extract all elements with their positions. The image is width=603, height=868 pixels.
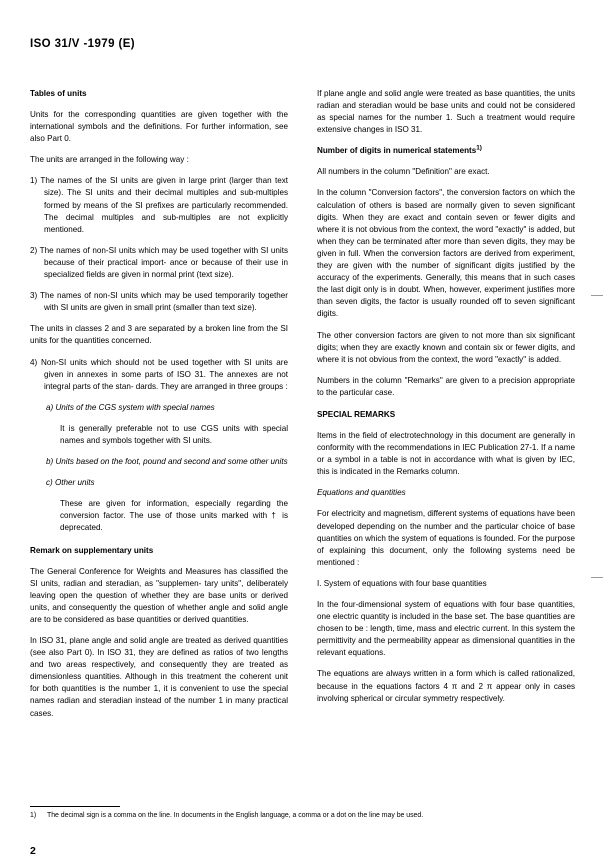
paragraph-systems-of-equations: For electricity and magnetism, different systems of equations have been developed depending on the number and the particular choice of base quantities on which the system of equations is founded. For the purpose of explaining this document, only the following systems need be mentioned :: [317, 509, 575, 567]
document-header: ISO 31/V -1979 (E): [30, 38, 135, 50]
list-item-1: 1) The names of the SI units are given in large print (larger than text size). The SI units and their decimal multiples and sub-multiples formed by means of the SI prefixes are particularly recommended. The decimal multiples and sub-multiples are not explicitly mentioned.: [30, 176, 288, 234]
page-edge-mark-bottom: [591, 577, 603, 578]
paragraph-iec: Items in the field of electrotechnology in this document are generally in conformity with the recommendations in IEC Publication 27-1. If a name or a symbol in a table is not in accordance with what is given by IEC, this is indicated in the Remarks column.: [317, 430, 575, 477]
two-column-body: [30, 88, 575, 729]
list-item-2: 2) The names of non-SI units which may be used together with SI units because of their practical import- ance or because of their use in specialized fields are given in normal print (text size).: [30, 245, 288, 280]
heading-equations-and-quantities: Equations and quantities: [317, 488, 406, 498]
paragraph-cgpm: The General Conference for Weights and Measures has classified the SI units, radian and steradian, as "supplemen- tary units", deliberately leaving open the question of whether they are base units or derived units, and consequently the question of whether angle and solid angle are to be considered as base quantities or derived quantities.: [30, 566, 288, 624]
footnote: [30, 811, 575, 821]
footnote-marker: 1): [30, 812, 37, 819]
paragraph-conversion-factors: In the column "Conversion factors", the conversion factors on which the calculation of others is based are normally given to seven significant digits. When they are exact and contain seven or fewer digits and where it is not obvious from the context, the word "exactly" is added, but when they can be terminated after more than seven digits, they may be given in full. When the conversion factors are derived from experiment, they are given with the number of significant digits justified by the accuracy of the experiments. Generally, this means that in such cases the last digit only is in doubt. When, however, experiment justifies more than seven digits, the factor is usually rounded off to seven significant digits.: [317, 188, 575, 319]
list-item-I: I. System of equations with four base quantities: [317, 578, 487, 588]
list-item-3: 3) The names of non-SI units which may be used temporarily together with SI units are given in small print (smaller than text size).: [30, 291, 288, 313]
heading-number-of-digits-text: Number of digits in numerical statements: [317, 146, 477, 156]
right-column: [317, 88, 575, 729]
paragraph-rationalized: The equations are always written in a form which is called rationalized, because in the equations factors 4 π and 2 π appear only in cases involving spherical or circular symmetry respectively.: [317, 669, 575, 703]
footnote-text: The decimal sign is a comma on the line. In documents in the English language, a comma or a dot on the line may be used.: [47, 812, 424, 819]
sub-item-c-text: These are given for information, especially regarding the conversion factor. The use of those units marked with † is deprecated.: [60, 499, 288, 533]
footnote-ref-1: 1): [476, 144, 482, 152]
paragraph-remarks-precision: Numbers in the column "Remarks" are given to a precision appropriate to the particular case.: [317, 375, 575, 397]
paragraph-units-intro: Units for the corresponding quantities are given together with the international symbols and the definitions. For further information, see also Part 0.: [30, 110, 288, 144]
paragraph-derived-quantities: In ISO 31, plane angle and solid angle are treated as derived quantities (see also Part 0). In ISO 31, they are defined as ratios of two lengths and two areas respectively, and consequently they are treated as dimensionless quantities. Although in this treatment the coherent unit for both quantities is the number 1, it is convenient to use the special names radian and steradian instead of the number 1 in many practical cases.: [30, 636, 288, 718]
sub-item-a: a) Units of the CGS system with special names: [46, 402, 215, 412]
paragraph-other-conversion-factors: The other conversion factors are given to not more than six significant digits; when they are exactly known and contain six or fewer digits, and where it is not obvious from the context, the word "exactly" is added.: [317, 330, 575, 364]
heading-number-of-digits: [317, 145, 575, 157]
left-column: [30, 88, 288, 729]
paragraph-four-dimensional-system: In the four-dimensional system of equations with four base quantities, one electric quantity is included in the base set. The base quantities are chosen to be : length, time, mass and electric current. In this system the permittivity and the permeability appear as dimensional quantities in the relevant equations.: [317, 600, 575, 658]
heading-tables-of-units: Tables of units: [30, 89, 87, 98]
page-number: 2: [30, 845, 36, 857]
heading-remark-supplementary-units: Remark on supplementary units: [30, 545, 154, 555]
paragraph-definition-exact: All numbers in the column "Definition" are exact.: [317, 167, 490, 177]
sub-item-b: b) Units based on the foot, pound and second and some other units: [46, 457, 288, 467]
paragraph-broken-line: The units in classes 2 and 3 are separated by a broken line from the SI units for the quantities concerned.: [30, 324, 288, 346]
paragraph-base-quantities: If plane angle and solid angle were treated as base quantities, the units radian and steradian would be base units and could not be considered as special names for the number 1. Such a treatment would require extensive changes in ISO 31.: [317, 89, 575, 135]
sub-item-a-text: It is generally preferable not to use CGS units with special names and symbols together with SI units.: [60, 423, 288, 445]
paragraph-arrangement-lead: The units are arranged in the following way :: [30, 155, 189, 165]
page-edge-mark-top: [591, 295, 603, 296]
sub-item-c: c) Other units: [46, 478, 95, 488]
list-item-4: 4) Non-SI units which should not be used together with SI units are given in annexes in some parts of ISO 31. The annexes are not integral parts of the stan- dards. They are arranged in three groups :: [30, 357, 288, 391]
footnote-divider: [30, 806, 120, 807]
heading-special-remarks: SPECIAL REMARKS: [317, 409, 396, 419]
